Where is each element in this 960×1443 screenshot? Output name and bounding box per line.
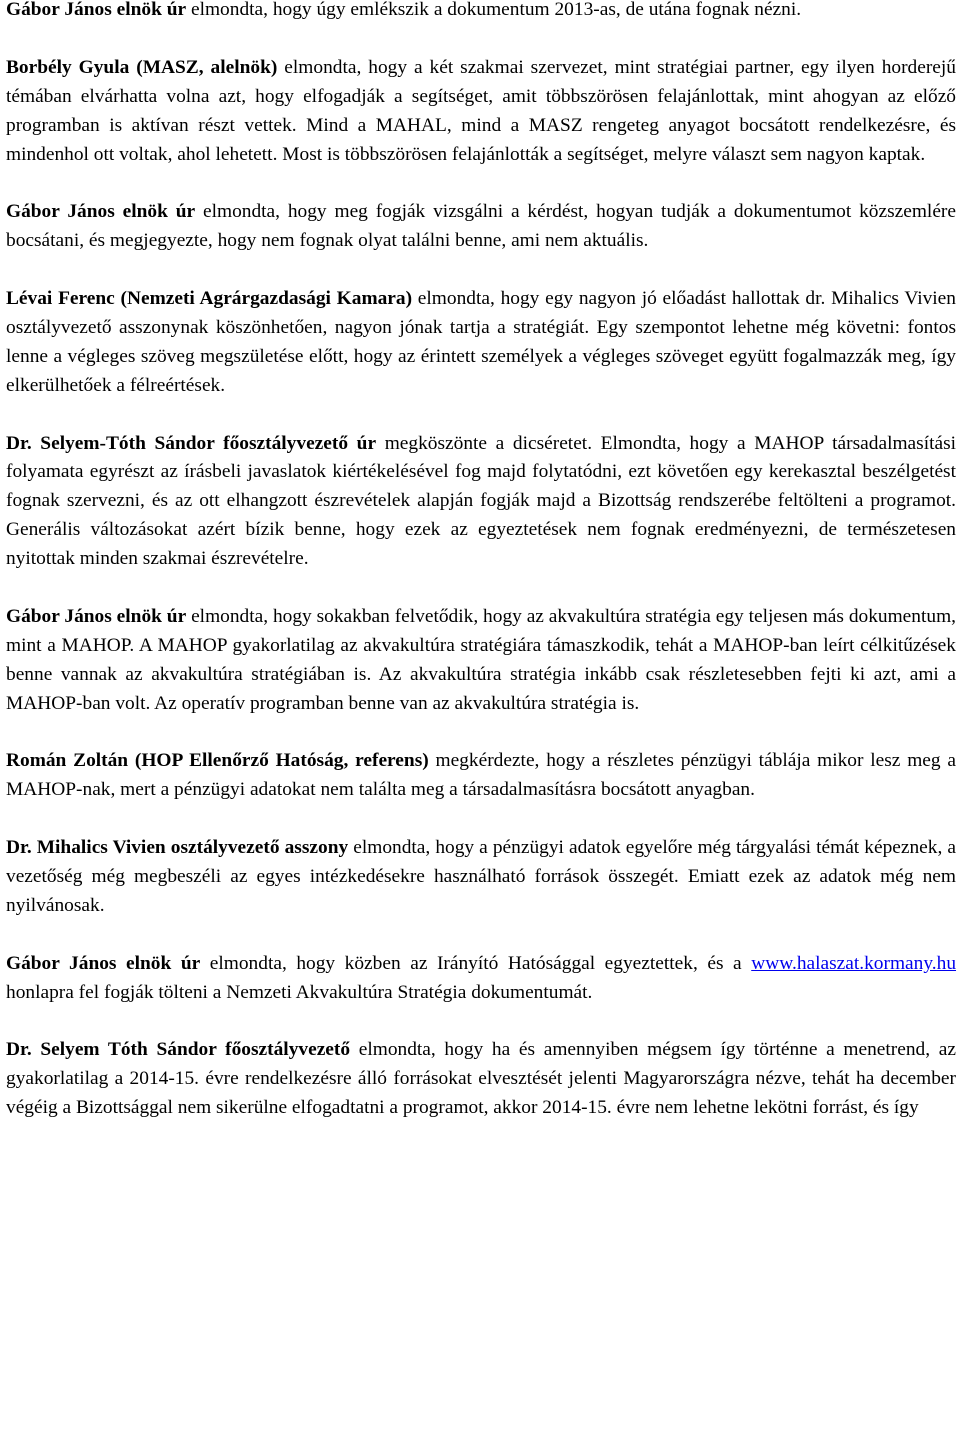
website-link[interactable]: www.halaszat.kormany.hu bbox=[751, 952, 957, 974]
speaker-name: Gábor János elnök úr bbox=[6, 952, 201, 974]
paragraph-text: honlapra fel fogják tölteni a Nemzeti Akvakultúra Stratégia dokumentumát. bbox=[6, 981, 593, 1003]
paragraph-5 bbox=[6, 430, 956, 575]
paragraph-text: megkérdezte, hogy a részletes pénzügyi táblája mikor lesz meg a MAHOP-nak, mert a pénzügyi adatokat nem találta meg a társadalmasításra bocsátott anyagban. bbox=[6, 750, 956, 801]
paragraph-4 bbox=[6, 285, 956, 401]
paragraph-6 bbox=[6, 603, 956, 719]
paragraph-text: elmondta, hogy közben az Irányító Hatósággal egyeztettek, és a bbox=[200, 952, 752, 974]
speaker-name: Gábor János elnök úr bbox=[6, 605, 187, 627]
speaker-name: Dr. Selyem-Tóth Sándor főosztályvezető úr bbox=[6, 432, 377, 454]
speaker-name: Dr. Mihalics Vivien osztályvezető asszony bbox=[6, 837, 349, 859]
paragraph-7 bbox=[6, 747, 956, 805]
speaker-name: Dr. Selyem Tóth Sándor főosztályvezető bbox=[6, 1039, 351, 1061]
paragraph-3 bbox=[6, 198, 956, 256]
speaker-name: Borbély Gyula (MASZ, alelnök) bbox=[6, 56, 278, 78]
paragraph-2 bbox=[6, 54, 956, 170]
paragraph-1 bbox=[6, 0, 956, 25]
document-page bbox=[6, 0, 956, 1152]
paragraph-9 bbox=[6, 950, 956, 1008]
paragraph-10 bbox=[6, 1036, 956, 1123]
paragraph-text: elmondta, hogy sokakban felvetődik, hogy az akvakultúra stratégia egy teljesen más dokumentum, mint a MAHOP. A MAHOP gyakorlatilag az akvakultúra stratégiára támaszkodik, tehát a MAHOP-ban leírt célkitűzések benne vannak az akvakultúra stratégiában is. Az akvakultúra stratégia inkább csak részletesebben fejti ki azt, ami a MAHOP-ban volt. Az operatív programban benne van az akvakultúra stratégia is. bbox=[6, 605, 956, 714]
speaker-name: Gábor János elnök úr bbox=[6, 0, 187, 20]
paragraph-text: elmondta, hogy ha és amennyiben mégsem így történne a menetrend, az gyakorlatilag a 2014-15. évre rendelkezésre álló forrásokat elvesztését jelenti Magyarországra nézve, tehát ha december végéig a Bizottsággal nem sikerülne elfogadtatni a programot, akkor 2014-15. évre nem lehetne lekötni forrást, és így bbox=[6, 1039, 956, 1119]
paragraph-8 bbox=[6, 834, 956, 921]
paragraph-text: megköszönte a dicséretet. Elmondta, hogy a MAHOP társadalmasítási folyamata egyrészt az írásbeli javaslatok kiértékelésével fog majd folytatódni, ezt követően egy kerekasztal beszélgetést fognak szervezni, és az ott elhangzott észrevételek alapján fogják majd a Bizottság rendszerébe feltölteni a programot. Generális változásokat azért bízik benne, hogy ezek az egyeztetések nem fognak eredményezni, de természetesen nyitottak minden szakmai észrevételre. bbox=[6, 432, 957, 570]
paragraph-text: elmondta, hogy meg fogják vizsgálni a kérdést, hogyan tudják a dokumentumot közszemlére bocsátani, és megjegyezte, hogy nem fognak olyat találni benne, ami nem aktuális. bbox=[6, 201, 956, 252]
paragraph-text: elmondta, hogy egy nagyon jó előadást hallottak dr. Mihalics Vivien osztályvezető asszonynak köszönhetően, nagyon jónak tartja a stratégiát. Egy szempontot lehetne még követni: fontos lenne a végleges szöveg megszületése előtt, hogy az érintett személyek a végleges szöveget együtt fogalmazzák meg, így elkerülhetőek a félreértések. bbox=[6, 288, 956, 396]
paragraph-text: elmondta, hogy úgy emlékszik a dokumentum 2013-as, de utána fognak nézni. bbox=[186, 0, 802, 20]
paragraph-text: elmondta, hogy a két szakmai szervezet, mint stratégiai partner, egy ilyen horderejű témában elvárhatta volna azt, hogy elfogadják a segítséget, amit többszörösen felajánlottak, mint ahogyan az előző programban is aktívan részt vettek. Mind a MAHAL, mind a MASZ rengeteg anyagot bocsátott rendelkezésre, és mindenhol ott voltak, ahol lehetett. Most is többszörösen felajánlották a segítséget, melyre választ sem nagyon kaptak. bbox=[6, 56, 956, 165]
paragraph-text: elmondta, hogy a pénzügyi adatok egyelőre még tárgyalási témát képeznek, a vezetőség még megbeszéli az egyes intézkedésekre használható források összegét. Emiatt ezek az adatok még nem nyilvánosak. bbox=[6, 837, 956, 916]
speaker-name: Román Zoltán (HOP Ellenőrző Hatóság, referens) bbox=[6, 750, 429, 772]
speaker-name: Lévai Ferenc (Nemzeti Agrárgazdasági Kamara) bbox=[6, 288, 413, 310]
speaker-name: Gábor János elnök úr bbox=[6, 201, 196, 223]
